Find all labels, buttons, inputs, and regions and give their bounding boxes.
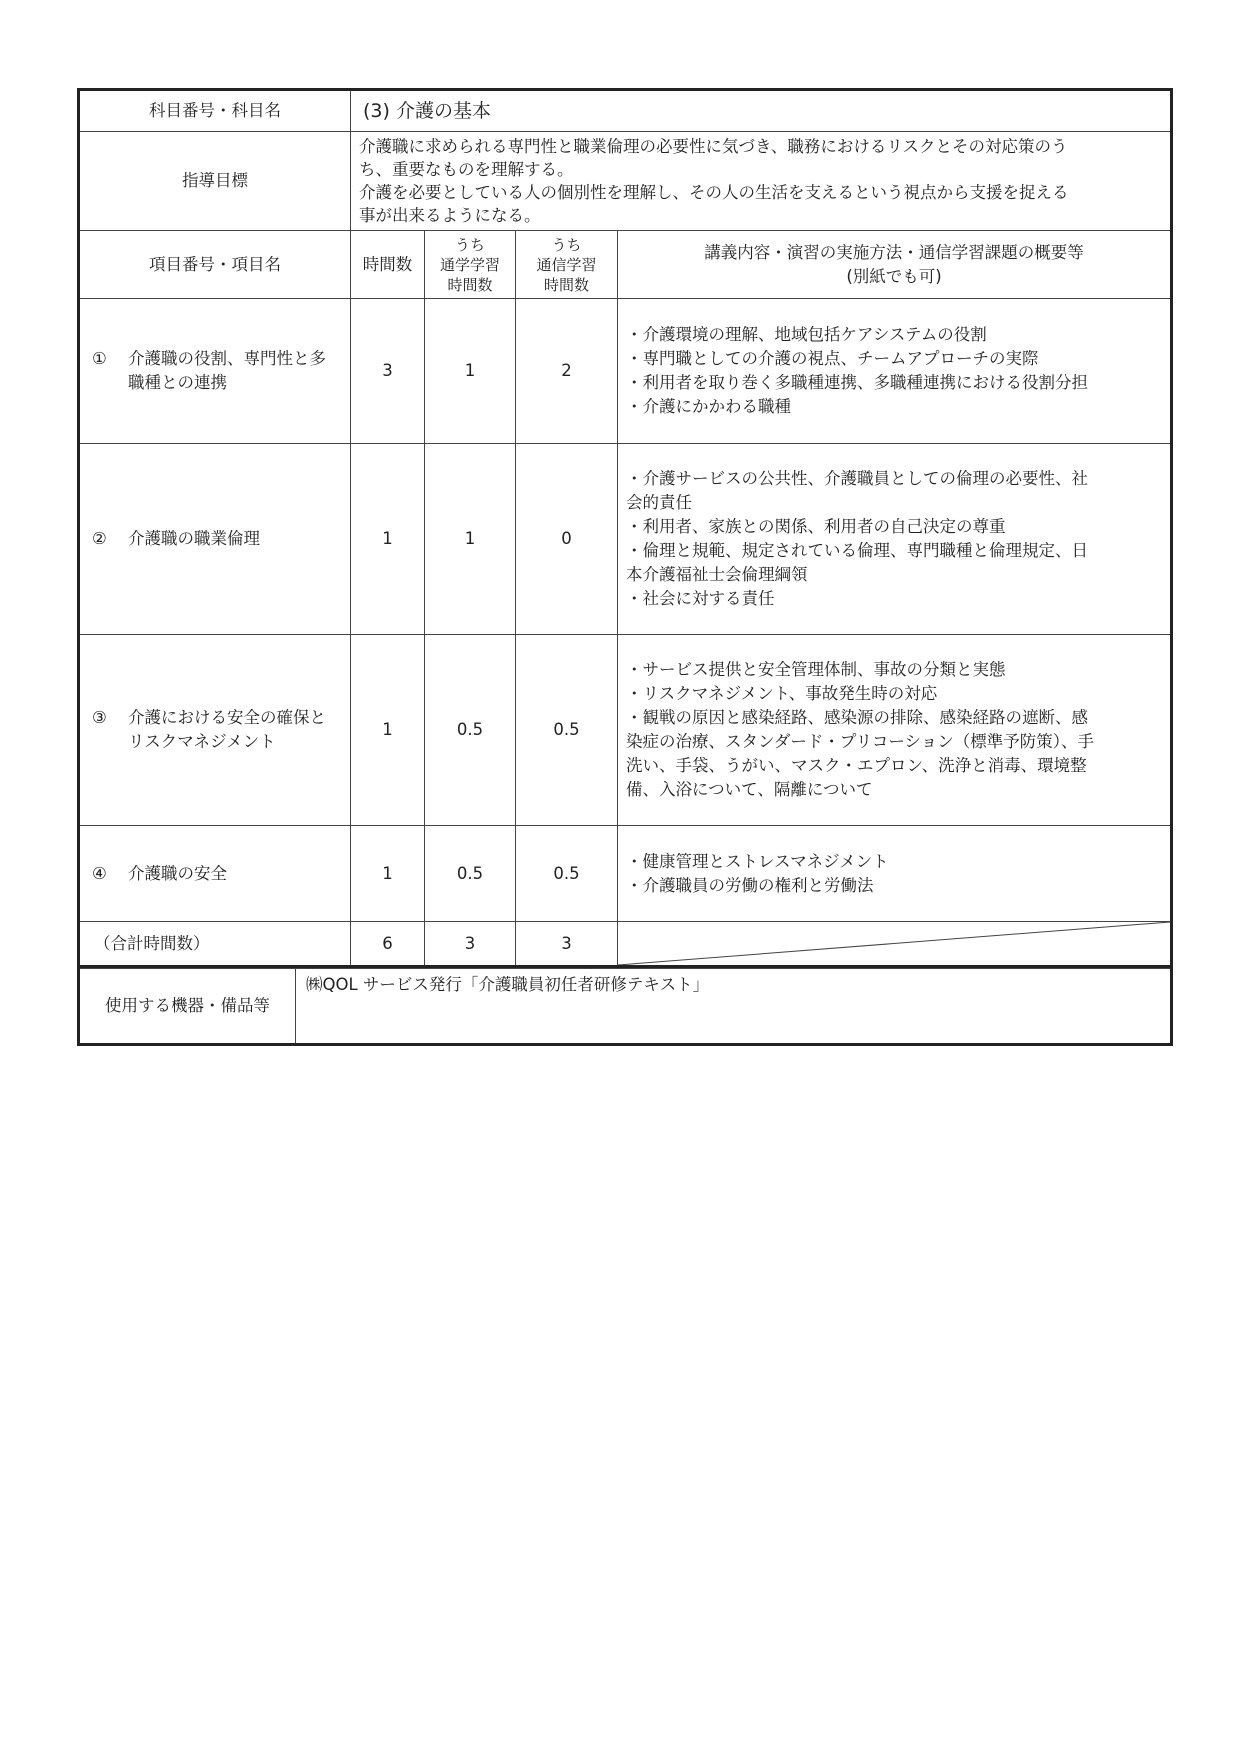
item-commute-hours: 1 [425, 444, 516, 635]
item-content [618, 444, 1172, 635]
item-row-4 [79, 826, 1172, 922]
diagonal-strike-line [618, 922, 1170, 965]
subject-label: 科目番号・科目名 [79, 90, 351, 132]
content-line: ・介護サービスの公共性、介護職員としての倫理の必要性、社 [626, 469, 1088, 488]
equipment-row [79, 969, 1172, 1045]
content-line: ・健康管理とストレスマネジメント [626, 851, 889, 871]
header-hours: 時間数 [351, 231, 425, 299]
header-commute-hours [425, 231, 516, 299]
item-correspondence-hours: 2 [516, 299, 618, 444]
item-hours: 1 [351, 635, 425, 826]
item-row-2 [79, 444, 1172, 635]
item-number: ④ [92, 863, 107, 883]
header-correspondence-hours [516, 231, 618, 299]
goal-line: 介護職に求められる専門性と職業倫理の必要性に気づき、職務におけるリスクとその対応策のう [359, 137, 1068, 156]
equipment-table [77, 968, 1173, 1046]
header-description [618, 231, 1172, 299]
item-number: ① [92, 349, 107, 368]
content-line: ・利用者、家族との関係、利用者の自己決定の尊重 [626, 517, 1006, 536]
curriculum-table [77, 88, 1173, 968]
header-row [79, 231, 1172, 299]
item-name-cell [79, 444, 351, 635]
total-correspondence-hours: 3 [516, 922, 618, 967]
total-commute-hours: 3 [425, 922, 516, 967]
subject-name: (3) 介護の基本 [351, 90, 1172, 132]
item-name: 介護における安全の確保とリスクマネジメント [128, 708, 326, 751]
total-label: （合計時間数） [79, 922, 351, 967]
content-line: ・利用者を取り巻く多職種連携、多職種連携における役割分担 [626, 373, 1088, 392]
equipment-label: 使用する機器・備品等 [79, 969, 296, 1045]
content-line: 備、入浴について、隔離について [626, 780, 873, 799]
content-line: 本介護福祉士会倫理綱領 [626, 565, 808, 584]
item-number: ③ [92, 708, 107, 727]
content-line: ・社会に対する責任 [626, 589, 775, 608]
item-correspondence-hours: 0.5 [516, 635, 618, 826]
goal-line: 事が出来るようになる。 [359, 206, 541, 225]
item-commute-hours: 1 [425, 299, 516, 444]
header-description-line: 講義内容・演習の実施方法・通信学習課題の概要等 [704, 242, 1084, 262]
content-line: ・観戦の原因と感染経路、感染源の排除、感染経路の遮断、感 [626, 708, 1088, 727]
item-commute-hours: 0.5 [425, 635, 516, 826]
header-correspondence-line: うち [551, 235, 582, 254]
header-description-line: (別紙でも可) [846, 266, 942, 286]
content-line: 染症の治療、スタンダード・プリコーション（標準予防策）、手 [626, 732, 1094, 751]
item-name-cell [79, 299, 351, 444]
item-hours: 1 [351, 444, 425, 635]
item-name: 介護職の安全 [128, 863, 227, 883]
item-name-cell [79, 635, 351, 826]
content-line: 洗い、手袋、うがい、マスク・エプロン、洗浄と消毒、環境整 [626, 756, 1087, 775]
content-line: ・リスクマネジメント、事故発生時の対応 [626, 684, 938, 703]
curriculum-sheet [77, 88, 1170, 1046]
equipment-value: ㈱QOL サービス発行「介護職員初任者研修テキスト」 [296, 969, 1172, 1045]
item-content [618, 635, 1172, 826]
item-name: 介護職の役割、専門性と多職種との連携 [128, 349, 326, 392]
header-item: 項目番号・項目名 [79, 231, 351, 299]
goal-line: 介護を必要としている人の個別性を理解し、その人の生活を支えるという視点から支援を捉える [359, 183, 1069, 202]
goal-text [351, 132, 1172, 231]
item-correspondence-hours: 0 [516, 444, 618, 635]
header-commute-line: 時間数 [447, 275, 493, 294]
item-correspondence-hours: 0.5 [516, 826, 618, 922]
item-content [618, 299, 1172, 444]
total-row [79, 922, 1172, 967]
item-content [618, 826, 1172, 922]
goal-line: ち、重要なものを理解する。 [359, 160, 574, 179]
content-line: ・サービス提供と安全管理体制、事故の分類と実態 [626, 660, 1006, 679]
header-correspondence-line: 時間数 [543, 275, 589, 294]
item-name-cell [79, 826, 351, 922]
header-commute-line: うち [454, 235, 485, 254]
subject-row [79, 90, 1172, 132]
item-hours: 3 [351, 299, 425, 444]
total-blank-cell [618, 922, 1172, 967]
item-row-3 [79, 635, 1172, 826]
content-line: ・倫理と規範、規定されている倫理、専門職種と倫理規定、日 [626, 541, 1088, 560]
total-hours: 6 [351, 922, 425, 967]
content-line: ・介護環境の理解、地域包括ケアシステムの役割 [626, 325, 987, 344]
content-line: ・介護職員の労働の権利と労働法 [626, 875, 874, 895]
item-name: 介護職の職業倫理 [128, 529, 260, 548]
content-line: ・介護にかかわる職種 [626, 397, 791, 416]
content-line: 会的責任 [626, 493, 692, 512]
item-hours: 1 [351, 826, 425, 922]
item-row-1 [79, 299, 1172, 444]
goal-label: 指導目標 [79, 132, 351, 231]
header-commute-line: 通学学習 [439, 255, 500, 274]
goal-row [79, 132, 1172, 231]
content-line: ・専門職としての介護の視点、チームアプローチの実際 [626, 349, 1039, 368]
item-commute-hours: 0.5 [425, 826, 516, 922]
header-correspondence-line: 通信学習 [536, 255, 597, 274]
item-number: ② [92, 529, 107, 548]
